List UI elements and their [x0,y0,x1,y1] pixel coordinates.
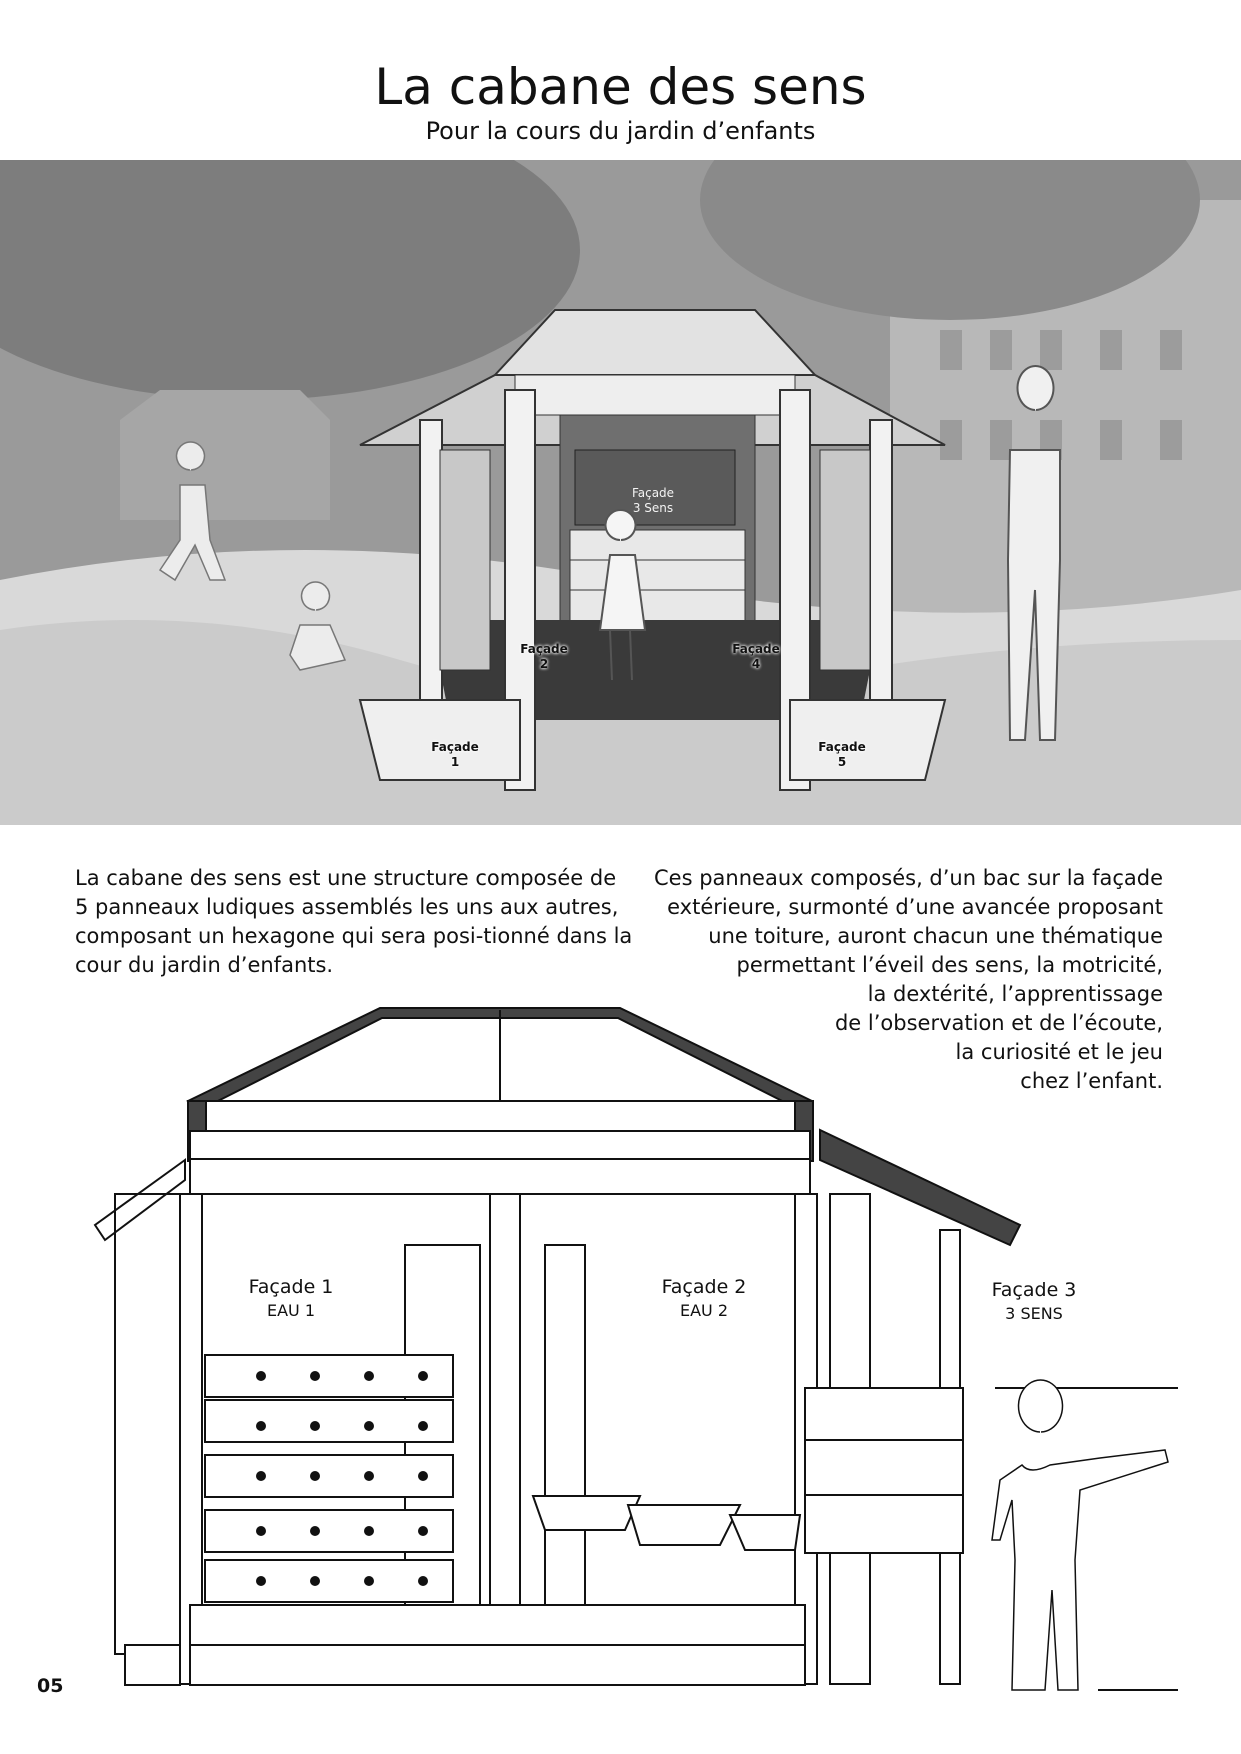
text-line: extérieure, surmonté d’une avancée proposant [667,895,1163,919]
themes-paragraph [603,864,1163,1096]
photo-label-facade-3 [622,486,684,516]
gazebo-render-illustration [0,160,1241,825]
drawing-label-facade-2 [644,1276,764,1322]
text-line: Ces panneaux composés, d’un bac sur la façade [654,866,1163,890]
intro-paragraph: La cabane des sens est une structure composée de 5 panneaux ludiques assemblés les uns aux autres, composant un hexagone qui sera posi-tionné dans la cour du jardin d’enfants. [75,866,633,977]
facade-title: Façade 2 [661,1276,747,1298]
drawing-label-facade-1 [231,1276,351,1322]
label-line: 1 [450,755,460,769]
label-line: 2 [539,657,549,671]
text-line: la curiosité et le jeu [955,1040,1163,1064]
facade-title: Façade 1 [248,1276,334,1298]
text-line: la dextérité, l’apprentissage [867,982,1163,1006]
drawing-label-facade-3 [974,1279,1094,1325]
facade-title: Façade 3 [991,1279,1077,1301]
page-subtitle: Pour la cours du jardin d’enfants [425,117,816,145]
text-line: une toiture, auront chacun une thématique [708,924,1163,948]
label-line: 3 Sens [632,501,674,515]
label-line: Façade [520,642,568,656]
label-line: Façade [732,642,780,656]
label-line: 4 [751,657,761,671]
label-line: Façade [818,740,866,754]
facade-theme: EAU 1 [266,1301,316,1320]
render-photo [0,160,1241,825]
text-line: permettant l’éveil des sens, la motricité, [736,953,1163,977]
label-line: 5 [837,755,847,769]
knob-pattern [256,1371,428,1586]
text-line: de l’observation et de l’écoute, [834,1011,1163,1035]
page-title: La cabane des sens [374,58,867,116]
label-line: Façade [631,486,675,500]
photo-label-facade-1 [425,740,485,770]
photo-label-facade-4 [726,642,786,672]
photo-label-facade-5 [812,740,872,770]
text-line: chez l’enfant. [1020,1069,1163,1093]
facade-theme: EAU 2 [679,1301,729,1320]
photo-label-facade-2 [514,642,574,672]
label-line: Façade [431,740,479,754]
page-number: 05 [37,1675,64,1697]
facade-theme: 3 SENS [1005,1304,1063,1323]
